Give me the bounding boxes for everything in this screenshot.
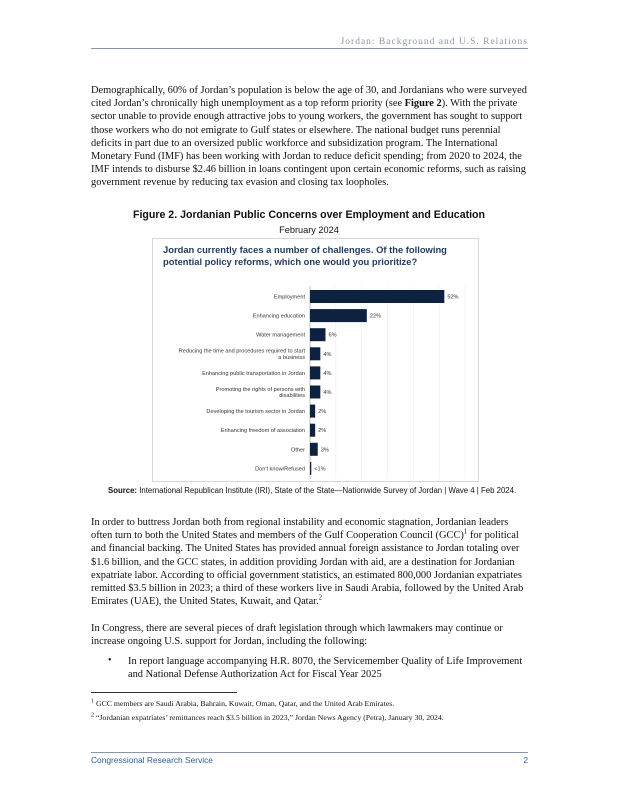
footer-publisher: Congressional Research Service <box>91 755 213 765</box>
value-label: 6% <box>328 332 337 339</box>
category-label: Enhancing freedom of association <box>220 428 305 435</box>
value-label: 4% <box>323 370 332 377</box>
footer-rule <box>91 752 528 753</box>
value-label: 2% <box>318 409 327 416</box>
value-label: 22% <box>369 313 382 320</box>
bar-chart <box>152 238 477 480</box>
chart-question-title: Jordan currently faces a number of challenges. Of the following potential policy reforms, which one would you prioritize? <box>163 244 447 267</box>
bar <box>310 424 315 437</box>
bar <box>310 328 326 341</box>
paragraph-gcc <box>91 516 528 608</box>
footnote-1-text: GCC members are Saudi Arabia, Bahrain, Kuwait, Oman, Qatar, and the United Arab Emirates. <box>94 699 395 708</box>
category-label: Enhancing public transportation in Jordan <box>202 370 305 377</box>
footnote-rule <box>91 692 237 693</box>
category-label: Enhancing education <box>252 313 305 320</box>
bar <box>310 386 320 399</box>
header-rule <box>91 48 528 49</box>
category-label: Don't know/Refused <box>255 466 305 473</box>
value-label: 52% <box>447 294 459 301</box>
figure-title: Figure 2. Jordanian Public Concerns over Employment and Education <box>132 209 485 221</box>
footnote-1-number: 1 <box>91 698 94 705</box>
bar <box>310 347 320 360</box>
value-label: 4% <box>323 390 332 396</box>
value-label: 2% <box>318 428 327 435</box>
source-label: Source: <box>108 486 138 495</box>
footnote-ref-2[interactable]: 2 <box>318 593 323 602</box>
figure-subtitle: February 2024 <box>279 225 339 235</box>
category-label: Water management <box>256 332 305 339</box>
bar <box>310 462 311 475</box>
bar <box>310 443 318 456</box>
footnote-ref-1[interactable]: 1 <box>463 527 468 536</box>
page-number: 2 <box>523 755 528 765</box>
para2-text-end: for political and financial backing. The United States has provided annual foreign assistance to Jordan totaling over $1.6 billion, and the GCC states, in addition providing Jordan with aid, are a destination for Jordanian expatriate labor. According to official government statistics, an estimated 800,000 Jordanian expatriates remitted $3.5 billion in 2023; a third of these workers live in Saudi Arabia, followed by the United Arab Emirates (UAE), the United States, Kuwait, and Qatar. <box>91 530 524 608</box>
bar <box>310 405 315 418</box>
footnote-2-number: 2 <box>91 712 94 719</box>
para2-text: In order to buttress Jordan both from regional instability and economic stagnation, Jordanian leaders often turn to both the United States and members of the Gulf Cooperation Council (GCC) <box>91 517 509 542</box>
paragraph-congress <box>91 622 528 648</box>
footnote-2-text: “Jordanian expatriates’ remittances reach $3.5 billion in 2023,” Jordan News Agency (Petra), January 30, 2024. <box>94 713 444 722</box>
category-label: Other <box>291 447 305 454</box>
bullet-marker: • <box>108 655 112 666</box>
para1-text: Demographically, 60% of Jordan’s population is below the age of 30, and Jordanians who were surveyed cited Jordan’s chronically high unemployment as a top reform priority (see <box>91 85 527 110</box>
value-label: 3% <box>320 447 329 454</box>
bullet-item-hr8070: In report language accompanying H.R. 8070, the Servicemember Quality of Life Improvement and National Defense Authorization Act for Fiscal Year 2025 <box>128 656 523 681</box>
category-label: Employment <box>273 294 305 301</box>
figure-2-reference[interactable]: Figure 2 <box>404 98 442 110</box>
running-header: Jordan: Background and U.S. Relations <box>340 37 528 47</box>
bar <box>310 290 444 303</box>
figure-source <box>108 486 528 496</box>
value-label: <1% <box>314 466 326 473</box>
category-label: Promoting the rights of persons with disabilities <box>215 386 305 400</box>
para3-text: In Congress, there are several pieces of draft legislation through which lawmakers may continue or increase ongoing U.S. support for Jordan, including the following: <box>91 623 503 648</box>
footnote-1 <box>91 699 528 709</box>
value-label: 4% <box>323 351 332 358</box>
category-label: Reducing the time and procedures required to start a business <box>178 348 305 361</box>
footnote-2 <box>91 713 528 723</box>
source-text: International Republican Institute (IRI), State of the State—Nationwide Survey of Jordan | Wave 4 | Feb 2024. <box>137 486 517 495</box>
para1-text-end: ). With the private sector unable to provide enough attractive jobs to young workers, the government has sought to support those workers who do not emigrate to Gulf states or elsewhere. The national budget runs perennial deficits in part due to an oversized public workforce and subsidization program. The International Monetary Fund (IMF) has been working with Jordan to reduce deficit spending; from 2020 to 2024, the IMF intends to disburse $2.46 billion in loans contingent upon certain economic reforms, such as raising government revenue by reducing tax evasion and closing tax loopholes. <box>91 98 526 189</box>
paragraph-demographics <box>91 84 528 190</box>
bar <box>310 366 320 379</box>
bar <box>310 309 367 322</box>
category-label: Developing the tourism sector in Jordan <box>206 409 305 416</box>
